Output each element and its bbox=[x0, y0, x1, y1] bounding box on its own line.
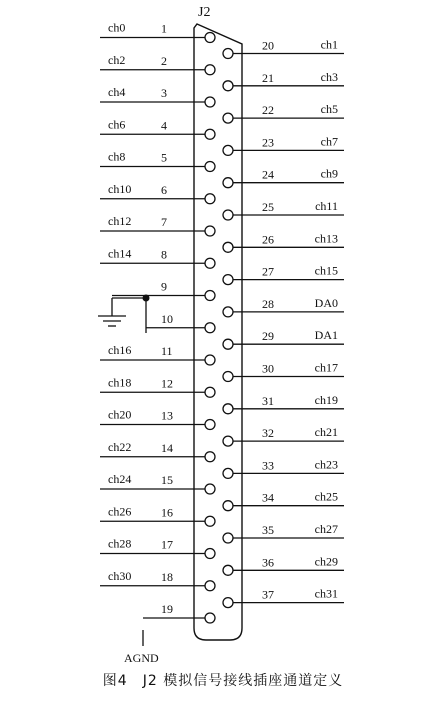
pin-number: 21 bbox=[262, 70, 274, 85]
right-pin-34 bbox=[223, 490, 344, 511]
pin-number: 36 bbox=[262, 555, 274, 570]
pin-number: 15 bbox=[161, 473, 173, 487]
ground-tie bbox=[98, 295, 150, 334]
left-pin-8 bbox=[100, 246, 215, 268]
pin-number: 13 bbox=[161, 408, 173, 423]
pin-socket bbox=[205, 291, 215, 301]
pin-socket bbox=[223, 372, 233, 382]
channel-label: ch23 bbox=[314, 457, 338, 472]
pin-number: 18 bbox=[161, 569, 173, 584]
pin-socket bbox=[205, 258, 215, 268]
pin-socket bbox=[205, 129, 215, 139]
pin-socket bbox=[223, 533, 233, 543]
pin-socket bbox=[205, 452, 215, 462]
pin-socket bbox=[205, 97, 215, 107]
right-pin-31 bbox=[223, 393, 344, 414]
right-pin-22 bbox=[223, 102, 344, 123]
pin-number: 31 bbox=[262, 393, 274, 408]
pin-socket bbox=[205, 194, 215, 204]
pin-socket bbox=[205, 226, 215, 236]
pin-number: 12 bbox=[161, 376, 173, 391]
figure-caption: 图4 J2 模拟信号接线插座通道定义 bbox=[102, 673, 344, 689]
pin-number: 20 bbox=[262, 38, 274, 53]
left-pin-11 bbox=[100, 343, 215, 365]
right-pin-25 bbox=[223, 199, 344, 220]
pin-socket bbox=[223, 81, 233, 91]
channel-label: ch22 bbox=[108, 439, 132, 454]
left-pin-7 bbox=[100, 214, 215, 236]
pin-number: 24 bbox=[262, 167, 274, 182]
channel-label: ch14 bbox=[108, 246, 132, 261]
channel-label: ch5 bbox=[320, 102, 338, 117]
channel-label: ch9 bbox=[320, 166, 338, 181]
pin-socket bbox=[205, 581, 215, 591]
pin-socket bbox=[205, 387, 215, 397]
agnd-connection bbox=[124, 630, 159, 665]
pin-number: 17 bbox=[161, 537, 173, 552]
pin-number: 37 bbox=[262, 587, 274, 602]
right-pin-33 bbox=[223, 457, 344, 478]
channel-label: ch21 bbox=[314, 425, 338, 440]
pin-number: 26 bbox=[262, 232, 274, 247]
channel-label: ch6 bbox=[108, 117, 126, 132]
right-pin-23 bbox=[223, 134, 344, 155]
pin-socket bbox=[205, 33, 215, 43]
connector-body bbox=[194, 24, 242, 640]
left-pin-16 bbox=[100, 504, 215, 526]
pin-socket bbox=[223, 468, 233, 478]
pin-socket bbox=[223, 275, 233, 285]
channel-label: ch4 bbox=[108, 85, 126, 99]
pin-socket bbox=[223, 113, 233, 123]
left-pin-6 bbox=[100, 182, 215, 204]
pin-socket bbox=[205, 162, 215, 172]
left-pin-15 bbox=[100, 472, 215, 494]
pin-socket bbox=[223, 339, 233, 349]
right-pin-30 bbox=[223, 361, 344, 382]
channel-label: ch2 bbox=[108, 52, 126, 67]
pin-socket bbox=[223, 210, 233, 220]
right-pin-21 bbox=[223, 70, 344, 91]
pin-number: 22 bbox=[262, 103, 274, 118]
right-pin-36 bbox=[223, 554, 344, 575]
pin-number: 11 bbox=[161, 344, 173, 358]
left-pin-10 bbox=[146, 312, 215, 333]
pin-number: 23 bbox=[262, 135, 274, 150]
pin-socket bbox=[205, 420, 215, 430]
channel-label: ch3 bbox=[320, 69, 338, 84]
right-pin-group bbox=[223, 38, 344, 608]
left-pin-13 bbox=[100, 408, 215, 430]
left-pin-18 bbox=[100, 569, 215, 591]
pin-number: 5 bbox=[161, 150, 167, 165]
left-pin-group bbox=[100, 21, 215, 624]
channel-label: ch11 bbox=[315, 199, 338, 213]
channel-label: ch28 bbox=[108, 536, 132, 551]
channel-label: DA1 bbox=[314, 328, 338, 343]
channel-label: ch10 bbox=[108, 181, 132, 196]
pin-number: 10 bbox=[161, 311, 173, 326]
pin-number: 14 bbox=[161, 440, 173, 455]
right-pin-24 bbox=[223, 167, 344, 188]
pin-socket bbox=[223, 307, 233, 317]
right-pin-35 bbox=[223, 522, 344, 543]
pin-number: 35 bbox=[262, 523, 274, 537]
pin-number: 28 bbox=[262, 296, 274, 311]
pin-socket bbox=[223, 178, 233, 188]
pin-socket bbox=[205, 613, 215, 623]
channel-label: ch8 bbox=[108, 149, 126, 164]
pin-socket bbox=[223, 598, 233, 608]
channel-label: ch7 bbox=[320, 134, 338, 149]
pin-socket bbox=[223, 436, 233, 446]
channel-label: ch31 bbox=[314, 586, 338, 601]
right-pin-27 bbox=[223, 264, 344, 285]
pin-number: 3 bbox=[161, 86, 167, 100]
channel-label: ch18 bbox=[108, 375, 132, 390]
pin-number: 25 bbox=[262, 200, 274, 214]
channel-label: ch29 bbox=[314, 554, 338, 569]
pin-socket bbox=[223, 242, 233, 252]
left-pin-17 bbox=[100, 537, 215, 559]
pin-number: 4 bbox=[161, 118, 167, 133]
pin-number: 1 bbox=[161, 21, 167, 36]
channel-label: ch17 bbox=[314, 360, 338, 375]
pin-number: 2 bbox=[161, 53, 167, 68]
pin-socket bbox=[205, 484, 215, 494]
channel-label: ch26 bbox=[108, 504, 132, 519]
channel-label: ch1 bbox=[320, 37, 338, 52]
right-pin-28 bbox=[223, 296, 344, 317]
channel-label: ch30 bbox=[108, 568, 132, 583]
pin-socket bbox=[223, 404, 233, 414]
channel-label: ch13 bbox=[314, 231, 338, 246]
channel-label: ch0 bbox=[108, 20, 126, 35]
right-pin-26 bbox=[223, 231, 344, 252]
channel-label: ch12 bbox=[108, 214, 132, 228]
pin-number: 9 bbox=[161, 279, 167, 294]
channel-label: ch25 bbox=[314, 489, 338, 504]
channel-label: ch20 bbox=[108, 407, 132, 422]
channel-label: ch27 bbox=[314, 522, 338, 536]
right-pin-29 bbox=[223, 328, 344, 349]
agnd-label: AGND bbox=[124, 651, 159, 665]
junction-dot bbox=[143, 295, 150, 302]
pin-socket bbox=[205, 355, 215, 365]
pin-number: 7 bbox=[161, 215, 167, 229]
left-pin-3 bbox=[100, 85, 215, 107]
left-pin-5 bbox=[100, 150, 215, 172]
pin-number: 16 bbox=[161, 505, 173, 520]
pin-socket bbox=[223, 565, 233, 575]
pin-number: 30 bbox=[262, 361, 274, 376]
right-pin-32 bbox=[223, 425, 344, 446]
left-pin-19 bbox=[143, 602, 215, 623]
pin-socket bbox=[223, 145, 233, 155]
channel-label: ch16 bbox=[108, 343, 132, 357]
right-pin-20 bbox=[223, 38, 344, 59]
pin-socket bbox=[205, 549, 215, 559]
channel-label: ch19 bbox=[314, 392, 338, 407]
pin-socket bbox=[205, 65, 215, 75]
pin-number: 19 bbox=[161, 602, 173, 616]
pin-number: 33 bbox=[262, 458, 274, 473]
pin-socket bbox=[223, 501, 233, 511]
pin-socket bbox=[205, 323, 215, 333]
pin-number: 8 bbox=[161, 247, 167, 262]
pin-number: 6 bbox=[161, 182, 167, 197]
channel-label: ch24 bbox=[108, 472, 132, 486]
left-pin-12 bbox=[100, 375, 215, 397]
left-pin-4 bbox=[100, 117, 215, 139]
channel-label: ch15 bbox=[314, 263, 338, 278]
pin-number: 27 bbox=[262, 264, 274, 279]
pin-number: 29 bbox=[262, 329, 274, 344]
pin-socket bbox=[205, 516, 215, 526]
right-pin-37 bbox=[223, 587, 344, 608]
connector-title: J2 bbox=[198, 5, 211, 20]
pin-number: 34 bbox=[262, 490, 274, 505]
left-pin-2 bbox=[100, 53, 215, 75]
channel-label: DA0 bbox=[314, 295, 338, 310]
pin-socket bbox=[223, 49, 233, 59]
pin-number: 32 bbox=[262, 426, 274, 441]
left-pin-14 bbox=[100, 440, 215, 462]
